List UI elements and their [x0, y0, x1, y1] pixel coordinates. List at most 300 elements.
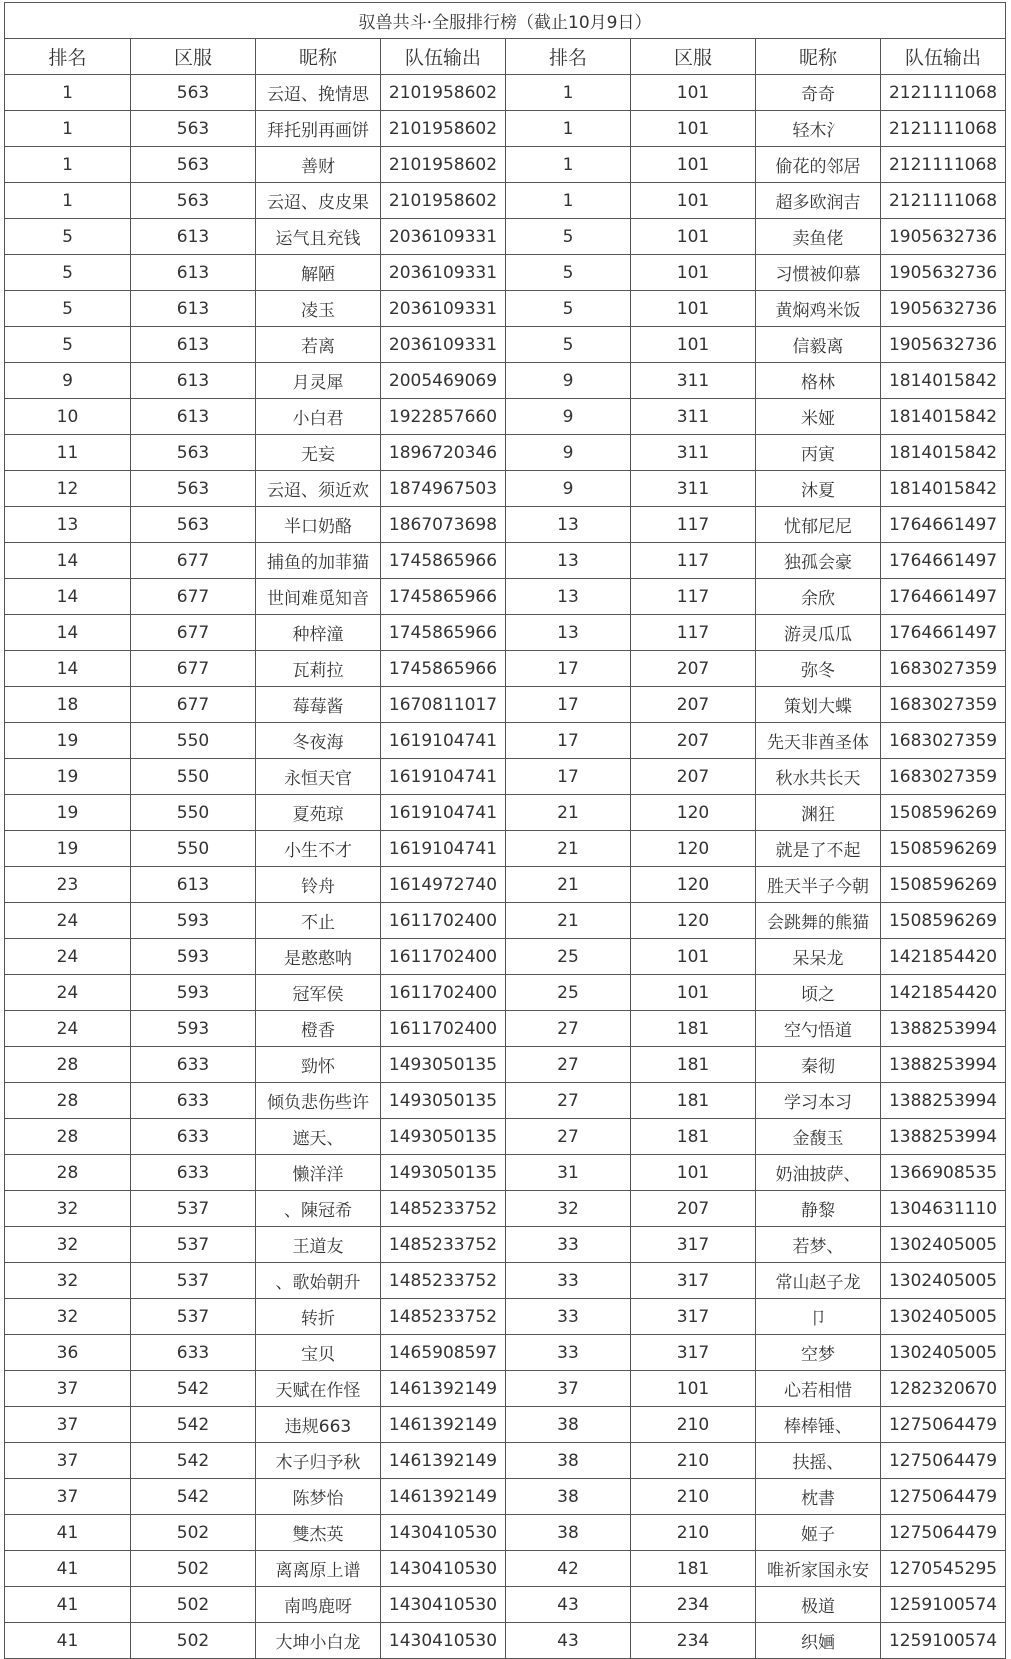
table-row — [5, 795, 1006, 831]
damage-cell: 1421854420 — [881, 939, 1006, 975]
rank-cell: 24 — [5, 903, 131, 939]
rank-cell: 17 — [506, 651, 631, 687]
table-row — [5, 651, 1006, 687]
nickname-cell: 运气且充钱 — [256, 219, 381, 255]
server-cell: 311 — [631, 399, 756, 435]
nickname-cell: 倾负悲伤些许 — [256, 1083, 381, 1119]
damage-cell: 1388253994 — [881, 1047, 1006, 1083]
nickname-cell: 心若相惜 — [756, 1371, 881, 1407]
server-cell: 633 — [131, 1047, 256, 1083]
damage-cell: 2036109331 — [381, 291, 506, 327]
rank-cell: 9 — [506, 363, 631, 399]
server-cell: 613 — [131, 219, 256, 255]
server-cell: 234 — [631, 1587, 756, 1623]
rank-cell: 31 — [506, 1155, 631, 1191]
nickname-cell: 离离原上谱 — [256, 1551, 381, 1587]
nickname-cell: 就是了不起 — [756, 831, 881, 867]
server-cell: 563 — [131, 75, 256, 111]
nickname-cell: 独孤会豪 — [756, 543, 881, 579]
table-row — [5, 759, 1006, 795]
rank-cell: 33 — [506, 1299, 631, 1335]
table-row — [5, 1119, 1006, 1155]
table-row — [5, 831, 1006, 867]
rank-cell: 27 — [506, 1011, 631, 1047]
damage-cell: 1275064479 — [881, 1515, 1006, 1551]
damage-cell: 1814015842 — [881, 435, 1006, 471]
server-cell: 563 — [131, 507, 256, 543]
table-row — [5, 1299, 1006, 1335]
nickname-cell: 黄焖鸡米饭 — [756, 291, 881, 327]
nickname-cell: 不止 — [256, 903, 381, 939]
rank-cell: 33 — [506, 1335, 631, 1371]
ranking-table — [4, 2, 1006, 1659]
nickname-cell: 云迢、皮皮果 — [256, 183, 381, 219]
damage-cell: 1493050135 — [381, 1083, 506, 1119]
nickname-cell: 莓莓酱 — [256, 687, 381, 723]
rank-cell: 41 — [5, 1587, 131, 1623]
damage-cell: 1465908597 — [381, 1335, 506, 1371]
damage-cell: 2036109331 — [381, 255, 506, 291]
damage-cell: 1430410530 — [381, 1515, 506, 1551]
table-row — [5, 1551, 1006, 1587]
table-row — [5, 543, 1006, 579]
nickname-cell: 宝贝 — [256, 1335, 381, 1371]
rank-cell: 41 — [5, 1623, 131, 1659]
server-cell: 207 — [631, 651, 756, 687]
damage-cell: 1619104741 — [381, 831, 506, 867]
rank-cell: 5 — [506, 255, 631, 291]
nickname-cell: 格林 — [756, 363, 881, 399]
server-cell: 677 — [131, 687, 256, 723]
rank-cell: 12 — [5, 471, 131, 507]
rank-cell: 1 — [506, 183, 631, 219]
nickname-cell: 渊狂 — [756, 795, 881, 831]
server-cell: 210 — [631, 1443, 756, 1479]
rank-cell: 38 — [506, 1515, 631, 1551]
server-cell: 563 — [131, 183, 256, 219]
rank-cell: 14 — [5, 651, 131, 687]
server-cell: 101 — [631, 1155, 756, 1191]
rank-cell: 5 — [506, 327, 631, 363]
table-row — [5, 1263, 1006, 1299]
server-cell: 613 — [131, 327, 256, 363]
table-body — [5, 75, 1006, 1659]
nickname-cell: 夏苑琼 — [256, 795, 381, 831]
rank-cell: 25 — [506, 975, 631, 1011]
damage-cell: 1670811017 — [381, 687, 506, 723]
damage-cell: 1275064479 — [881, 1479, 1006, 1515]
server-cell: 550 — [131, 831, 256, 867]
nickname-cell: 解陋 — [256, 255, 381, 291]
rank-cell: 21 — [506, 903, 631, 939]
table-row — [5, 1011, 1006, 1047]
table-row — [5, 1191, 1006, 1227]
server-cell: 317 — [631, 1335, 756, 1371]
damage-cell: 1905632736 — [881, 219, 1006, 255]
nickname-cell: 常山赵子龙 — [756, 1263, 881, 1299]
server-cell: 117 — [631, 543, 756, 579]
nickname-cell: 若离 — [256, 327, 381, 363]
rank-cell: 19 — [5, 831, 131, 867]
server-cell: 633 — [131, 1155, 256, 1191]
damage-cell: 1619104741 — [381, 795, 506, 831]
nickname-cell: 拜托别再画饼 — [256, 111, 381, 147]
server-cell: 550 — [131, 795, 256, 831]
table-row — [5, 1083, 1006, 1119]
rank-cell: 41 — [5, 1551, 131, 1587]
server-cell: 563 — [131, 147, 256, 183]
damage-cell: 2121111068 — [881, 147, 1006, 183]
nickname-cell: 空梦 — [756, 1335, 881, 1371]
server-cell: 101 — [631, 111, 756, 147]
rank-cell: 21 — [506, 867, 631, 903]
server-cell: 101 — [631, 291, 756, 327]
server-cell: 613 — [131, 399, 256, 435]
server-cell: 181 — [631, 1551, 756, 1587]
server-cell: 593 — [131, 903, 256, 939]
server-cell: 677 — [131, 579, 256, 615]
nickname-cell: 转折 — [256, 1299, 381, 1335]
damage-cell: 1304631110 — [881, 1191, 1006, 1227]
server-cell: 593 — [131, 975, 256, 1011]
damage-cell: 1745865966 — [381, 615, 506, 651]
damage-cell: 1683027359 — [881, 687, 1006, 723]
nickname-cell: 先天非酋圣体 — [756, 723, 881, 759]
damage-cell: 1485233752 — [381, 1227, 506, 1263]
table-row — [5, 1155, 1006, 1191]
rank-cell: 37 — [5, 1479, 131, 1515]
server-cell: 563 — [131, 111, 256, 147]
damage-cell: 1611702400 — [381, 1011, 506, 1047]
nickname-cell: 遮天、 — [256, 1119, 381, 1155]
nickname-cell: 橙香 — [256, 1011, 381, 1047]
rank-cell: 11 — [5, 435, 131, 471]
rank-cell: 13 — [506, 507, 631, 543]
rank-cell: 19 — [5, 723, 131, 759]
nickname-cell: 弥冬 — [756, 651, 881, 687]
nickname-cell: 卖鱼佬 — [756, 219, 881, 255]
rank-cell: 14 — [5, 543, 131, 579]
table-row — [5, 147, 1006, 183]
damage-cell: 1493050135 — [381, 1047, 506, 1083]
damage-cell: 1814015842 — [881, 363, 1006, 399]
damage-cell: 1683027359 — [881, 759, 1006, 795]
header-server-right: 区服 — [631, 39, 756, 75]
nickname-cell: 违规663 — [256, 1407, 381, 1443]
damage-cell: 1922857660 — [381, 399, 506, 435]
table-row — [5, 435, 1006, 471]
rank-cell: 5 — [506, 291, 631, 327]
rank-cell: 5 — [5, 255, 131, 291]
damage-cell: 1814015842 — [881, 471, 1006, 507]
rank-cell: 24 — [5, 1011, 131, 1047]
damage-cell: 1430410530 — [381, 1551, 506, 1587]
server-cell: 207 — [631, 1191, 756, 1227]
server-cell: 210 — [631, 1515, 756, 1551]
damage-cell: 1508596269 — [881, 867, 1006, 903]
rank-cell: 9 — [506, 471, 631, 507]
header-server-left: 区服 — [131, 39, 256, 75]
rank-cell: 43 — [506, 1623, 631, 1659]
rank-cell: 1 — [506, 75, 631, 111]
table-row — [5, 975, 1006, 1011]
server-cell: 317 — [631, 1227, 756, 1263]
table-row — [5, 1515, 1006, 1551]
server-cell: 537 — [131, 1191, 256, 1227]
server-cell: 120 — [631, 867, 756, 903]
rank-cell: 5 — [506, 219, 631, 255]
rank-cell: 36 — [5, 1335, 131, 1371]
nickname-cell: 顷之 — [756, 975, 881, 1011]
nickname-cell: 唯祈家国永安 — [756, 1551, 881, 1587]
rank-cell: 38 — [506, 1407, 631, 1443]
table-row — [5, 255, 1006, 291]
table-row — [5, 723, 1006, 759]
damage-cell: 1275064479 — [881, 1443, 1006, 1479]
table-row — [5, 1047, 1006, 1083]
table-row — [5, 75, 1006, 111]
damage-cell: 1302405005 — [881, 1227, 1006, 1263]
nickname-cell: 世间难觅知音 — [256, 579, 381, 615]
server-cell: 542 — [131, 1371, 256, 1407]
table-row — [5, 291, 1006, 327]
rank-cell: 28 — [5, 1119, 131, 1155]
rank-cell: 27 — [506, 1083, 631, 1119]
server-cell: 210 — [631, 1407, 756, 1443]
damage-cell: 1302405005 — [881, 1335, 1006, 1371]
nickname-cell: 枕書 — [756, 1479, 881, 1515]
nickname-cell: 偷花的邻居 — [756, 147, 881, 183]
rank-cell: 5 — [5, 327, 131, 363]
server-cell: 117 — [631, 579, 756, 615]
rank-cell: 32 — [5, 1299, 131, 1335]
nickname-cell: 种梓潼 — [256, 615, 381, 651]
server-cell: 181 — [631, 1119, 756, 1155]
server-cell: 502 — [131, 1515, 256, 1551]
damage-cell: 1461392149 — [381, 1479, 506, 1515]
damage-cell: 1814015842 — [881, 399, 1006, 435]
damage-cell: 1619104741 — [381, 723, 506, 759]
header-damage-right: 队伍输出 — [881, 39, 1006, 75]
damage-cell: 1270545295 — [881, 1551, 1006, 1587]
damage-cell: 1867073698 — [381, 507, 506, 543]
table-row — [5, 1335, 1006, 1371]
server-cell: 502 — [131, 1551, 256, 1587]
nickname-cell: 捕鱼的加菲猫 — [256, 543, 381, 579]
damage-cell: 2101958602 — [381, 75, 506, 111]
header-rank-right: 排名 — [506, 39, 631, 75]
rank-cell: 21 — [506, 831, 631, 867]
rank-cell: 1 — [5, 111, 131, 147]
server-cell: 101 — [631, 327, 756, 363]
nickname-cell: 静黎 — [756, 1191, 881, 1227]
table-row — [5, 1227, 1006, 1263]
server-cell: 311 — [631, 363, 756, 399]
table-row — [5, 471, 1006, 507]
server-cell: 210 — [631, 1479, 756, 1515]
rank-cell: 9 — [506, 435, 631, 471]
server-cell: 207 — [631, 759, 756, 795]
rank-cell: 5 — [5, 291, 131, 327]
damage-cell: 1764661497 — [881, 543, 1006, 579]
nickname-cell: 南鸣鹿呀 — [256, 1587, 381, 1623]
nickname-cell: 姬子 — [756, 1515, 881, 1551]
rank-cell: 9 — [5, 363, 131, 399]
rank-cell: 42 — [506, 1551, 631, 1587]
nickname-cell: 小生不才 — [256, 831, 381, 867]
nickname-cell: 棒棒锤、 — [756, 1407, 881, 1443]
nickname-cell: 奶油披萨、 — [756, 1155, 881, 1191]
server-cell: 101 — [631, 183, 756, 219]
rank-cell: 28 — [5, 1083, 131, 1119]
damage-cell: 2121111068 — [881, 111, 1006, 147]
rank-cell: 5 — [5, 219, 131, 255]
server-cell: 101 — [631, 219, 756, 255]
damage-cell: 1388253994 — [881, 1083, 1006, 1119]
header-damage-left: 队伍输出 — [381, 39, 506, 75]
server-cell: 181 — [631, 1011, 756, 1047]
damage-cell: 1461392149 — [381, 1371, 506, 1407]
damage-cell: 1905632736 — [881, 291, 1006, 327]
rank-cell: 33 — [506, 1263, 631, 1299]
nickname-cell: 云迢、须近欢 — [256, 471, 381, 507]
damage-cell: 1259100574 — [881, 1587, 1006, 1623]
table-title: 驭兽共斗·全服排行榜（截止10月9日） — [5, 3, 1006, 39]
nickname-cell: 空勺悟道 — [756, 1011, 881, 1047]
nickname-cell: 无妄 — [256, 435, 381, 471]
nickname-cell: 秋水共长天 — [756, 759, 881, 795]
rank-cell: 27 — [506, 1119, 631, 1155]
server-cell: 207 — [631, 723, 756, 759]
nickname-cell: 金馥玉 — [756, 1119, 881, 1155]
nickname-cell: 游灵瓜瓜 — [756, 615, 881, 651]
nickname-cell: 木子归予秋 — [256, 1443, 381, 1479]
nickname-cell: 、陳冠希 — [256, 1191, 381, 1227]
damage-cell: 1611702400 — [381, 903, 506, 939]
rank-cell: 24 — [5, 975, 131, 1011]
damage-cell: 1461392149 — [381, 1443, 506, 1479]
server-cell: 593 — [131, 1011, 256, 1047]
server-cell: 101 — [631, 75, 756, 111]
rank-cell: 10 — [5, 399, 131, 435]
table-row — [5, 1407, 1006, 1443]
damage-cell: 1508596269 — [881, 795, 1006, 831]
table-row — [5, 399, 1006, 435]
nickname-cell: 若梦、 — [756, 1227, 881, 1263]
table-row — [5, 579, 1006, 615]
rank-cell: 13 — [506, 579, 631, 615]
server-cell: 120 — [631, 831, 756, 867]
nickname-cell: 懒洋洋 — [256, 1155, 381, 1191]
rank-cell: 1 — [506, 147, 631, 183]
nickname-cell: 沐夏 — [756, 471, 881, 507]
rank-cell: 28 — [5, 1155, 131, 1191]
nickname-cell: 冠军侯 — [256, 975, 381, 1011]
header-rank-left: 排名 — [5, 39, 131, 75]
server-cell: 117 — [631, 615, 756, 651]
server-cell: 542 — [131, 1479, 256, 1515]
damage-cell: 1905632736 — [881, 255, 1006, 291]
server-cell: 633 — [131, 1335, 256, 1371]
header-row — [5, 39, 1006, 75]
nickname-cell: 月灵犀 — [256, 363, 381, 399]
rank-cell: 1 — [5, 75, 131, 111]
server-cell: 633 — [131, 1083, 256, 1119]
nickname-cell: 凌玉 — [256, 291, 381, 327]
damage-cell: 1366908535 — [881, 1155, 1006, 1191]
rank-cell: 27 — [506, 1047, 631, 1083]
rank-cell: 32 — [5, 1263, 131, 1299]
table-row — [5, 507, 1006, 543]
damage-cell: 1485233752 — [381, 1299, 506, 1335]
server-cell: 550 — [131, 759, 256, 795]
nickname-cell: 瓦莉拉 — [256, 651, 381, 687]
server-cell: 550 — [131, 723, 256, 759]
server-cell: 317 — [631, 1263, 756, 1299]
nickname-cell: 半口奶酪 — [256, 507, 381, 543]
server-cell: 613 — [131, 867, 256, 903]
table-row — [5, 903, 1006, 939]
server-cell: 101 — [631, 255, 756, 291]
table-row — [5, 327, 1006, 363]
damage-cell: 1745865966 — [381, 579, 506, 615]
nickname-cell: 忧郁尼尼 — [756, 507, 881, 543]
damage-cell: 1745865966 — [381, 543, 506, 579]
nickname-cell: 雙杰英 — [256, 1515, 381, 1551]
server-cell: 181 — [631, 1047, 756, 1083]
table-row — [5, 1371, 1006, 1407]
rank-cell: 24 — [5, 939, 131, 975]
server-cell: 502 — [131, 1587, 256, 1623]
damage-cell: 1430410530 — [381, 1587, 506, 1623]
damage-cell: 1302405005 — [881, 1299, 1006, 1335]
damage-cell: 1259100574 — [881, 1623, 1006, 1659]
server-cell: 120 — [631, 795, 756, 831]
server-cell: 101 — [631, 147, 756, 183]
server-cell: 537 — [131, 1263, 256, 1299]
damage-cell: 1485233752 — [381, 1191, 506, 1227]
server-cell: 537 — [131, 1227, 256, 1263]
nickname-cell: 轻木氵 — [756, 111, 881, 147]
server-cell: 101 — [631, 939, 756, 975]
rank-cell: 37 — [506, 1371, 631, 1407]
nickname-cell: 信毅离 — [756, 327, 881, 363]
server-cell: 311 — [631, 435, 756, 471]
table-row — [5, 1623, 1006, 1659]
rank-cell: 33 — [506, 1227, 631, 1263]
leaderboard — [4, 2, 1005, 1659]
server-cell: 542 — [131, 1443, 256, 1479]
nickname-cell: 大坤小白龙 — [256, 1623, 381, 1659]
rank-cell: 43 — [506, 1587, 631, 1623]
nickname-cell: 永恒天官 — [256, 759, 381, 795]
header-nickname-right: 昵称 — [756, 39, 881, 75]
rank-cell: 28 — [5, 1047, 131, 1083]
nickname-cell: 会跳舞的熊猫 — [756, 903, 881, 939]
damage-cell: 2121111068 — [881, 75, 1006, 111]
damage-cell: 1302405005 — [881, 1263, 1006, 1299]
nickname-cell: 米娅 — [756, 399, 881, 435]
server-cell: 117 — [631, 507, 756, 543]
table-row — [5, 363, 1006, 399]
server-cell: 207 — [631, 687, 756, 723]
damage-cell: 2101958602 — [381, 147, 506, 183]
header-nickname-left: 昵称 — [256, 39, 381, 75]
server-cell: 563 — [131, 471, 256, 507]
damage-cell: 1614972740 — [381, 867, 506, 903]
nickname-cell: 秦彻 — [756, 1047, 881, 1083]
rank-cell: 32 — [5, 1191, 131, 1227]
